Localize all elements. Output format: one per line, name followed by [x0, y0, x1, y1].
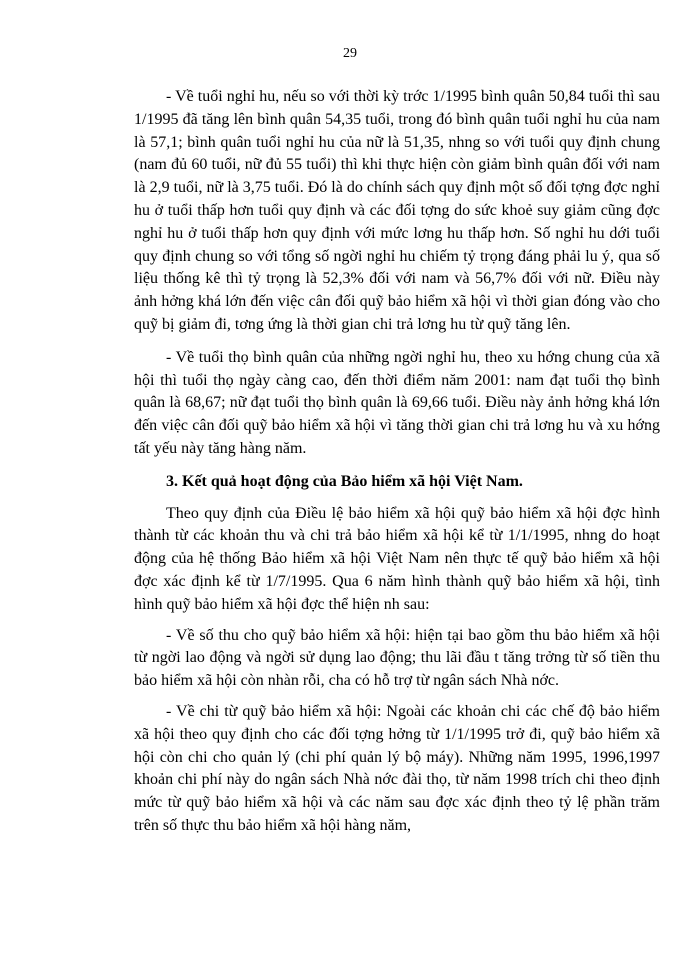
- page-number: 29: [343, 46, 357, 61]
- paragraph-life-expectancy: - Về tuổi thọ bình quân của những ngời nghỉ hu, theo xu hớng chung của xã hội thì tuổi thọ ngày càng cao, đến thời điểm năm 2001: nam đạt tuổi thọ bình quân là 68,67; nữ đạt tuổi thọ bình quân là 69,66 tuổi. Điều này ảnh hởng khá lớn đến việc cân đối quỹ bảo hiểm xã hội vì tăng thời gian chi trả lơng hu và xu hớng tất yếu này tăng hàng năm.: [134, 348, 660, 457]
- section-heading: 3. Kết quả hoạt động của Bảo hiểm xã hội Việt Nam.: [166, 472, 523, 490]
- paragraph-fund-revenue: - Về số thu cho quỹ bảo hiểm xã hội: hiện tại bao gồm thu bảo hiểm xã hội từ ngời lao động và ngời sử dụng lao động; thu lãi đầu t tăng trởng từ số tiền thu bảo hiểm xã hội còn nhàn rỗi, cha có hỗ trợ từ ngân sách Nhà nớc.: [134, 626, 660, 690]
- paragraph-retirement-age: - Về tuổi nghỉ hu, nếu so với thời kỳ trớc 1/1995 bình quân 50,84 tuổi thì sau 1/1995 đã tăng lên bình quân 54,35 tuổi, trong đó bình quân tuổi nghỉ hu của nam là 57,1; bình quân tuổi nghỉ hu của nữ là 51,35, nhng so với tuổi quy định chung (nam đủ 60 tuổi, nữ đủ 55 tuổi) thì khi thực hiện còn giảm bình quân đối với nam là 2,9 tuổi, nữ là 3,75 tuổi. Đó là do chính sách quy định một số đối tợng đợc nghỉ hu ở tuổi thấp hơn tuổi quy định và các đối tợng do sức khoẻ suy giảm cũng đợc nghỉ hu ở tuổi thấp hơn quy định với mức lơng hu thấp hơn. Số nghỉ hu dới tuổi quy định chung so với tổng số ngời nghỉ hu chiếm tỷ trọng đáng phải lu ý, qua số liệu thống kê thì tỷ trọng là 52,3% đối với nam và 56,7% đối với nữ. Điều này ảnh hởng khá lớn đến việc cân đối quỹ bảo hiểm xã hội vì thời gian đóng vào cho quỹ bị giảm đi, tơng ứng là thời gian chi trả lơng hu từ quỹ tăng lên.: [134, 88, 660, 333]
- paragraph-fund-expenditure: - Về chi từ quỹ bảo hiểm xã hội: Ngoài các khoản chi các chế độ bảo hiểm xã hội theo quy định cho các đối tợng hởng từ 1/1/1995 trở đi, quỹ bảo hiểm xã hội còn chi cho quản lý (chi phí quản lý bộ máy). Những năm 1995, 1996,1997 khoản chi phí này do ngân sách Nhà nớc đài thọ, từ năm 1998 trích chi theo định mức từ quỹ bảo hiểm xã hội và các năm sau đợc xác định theo tỷ lệ phần trăm trên số thực thu bảo hiểm xã hội hàng năm,: [134, 702, 660, 834]
- paragraph-fund-formation: Theo quy định của Điều lệ bảo hiểm xã hội quỹ bảo hiểm xã hội đợc hình thành từ các khoản thu và chi trả bảo hiểm xã hội kể từ 1/1/1995, nhng do hoạt động của hệ thống Bảo hiểm xã hội Việt Nam nên thực tế quỹ bảo hiểm xã hội đợc xác định kể từ 1/7/1995. Qua 6 năm hình thành quỹ bảo hiểm xã hội, tình hình quỹ bảo hiểm xã hội đợc thể hiện nh sau:: [134, 504, 660, 613]
- page-body: [134, 86, 660, 848]
